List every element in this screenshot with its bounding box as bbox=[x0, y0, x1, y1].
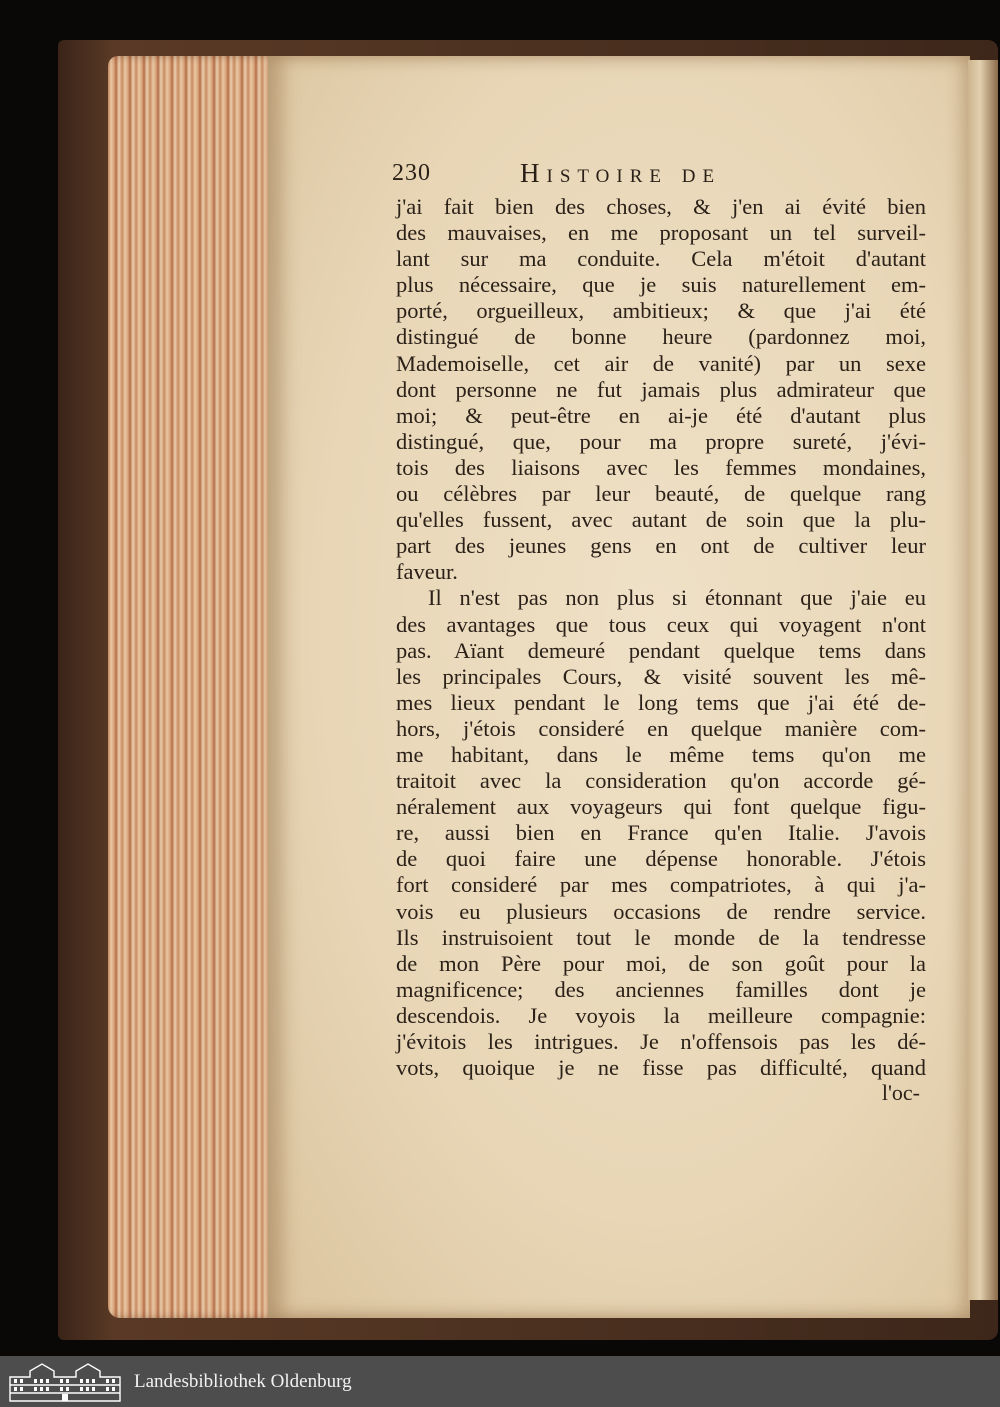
running-head-title: Histoire de bbox=[520, 158, 722, 188]
text-line: ou célèbres par leur beauté, de quelque rang bbox=[396, 481, 926, 507]
text-line: dont personne ne fut jamais plus admirateur que bbox=[396, 376, 926, 402]
text-line: de quoi faire une dépense honorable. J'étois bbox=[396, 846, 926, 872]
body-text bbox=[396, 194, 926, 1107]
footer-bar bbox=[0, 1356, 1000, 1407]
text-line: lant sur ma conduite. Cela m'étoit d'autant bbox=[396, 246, 926, 272]
facing-page-edge bbox=[968, 60, 998, 1300]
text-line: traitoit avec la consideration qu'on accorde gé- bbox=[396, 768, 926, 794]
text-line: des mauvaises, en me proposant un tel surveil- bbox=[396, 220, 926, 246]
text-line: magnificence; des anciennes familles dont je bbox=[396, 976, 926, 1002]
text-line: pas. Aïant demeuré pendant quelque tems dans bbox=[396, 637, 926, 663]
catchword-line bbox=[396, 1081, 926, 1107]
text-line: faveur. bbox=[396, 559, 458, 585]
text-line: tois des liaisons avec les femmes mondaines, bbox=[396, 454, 926, 480]
text-line: Ils instruisoient tout le monde de la tendresse bbox=[396, 924, 926, 950]
text-line: mes lieux pendant le long tems que j'ai été de- bbox=[396, 689, 926, 715]
page-number: 230 bbox=[392, 160, 431, 186]
paragraph-start-line: Il n'est pas non plus si étonnant que j'aie eu bbox=[428, 585, 926, 611]
text-line: distingué, que, pour ma propre sureté, j'évi- bbox=[396, 428, 926, 454]
text-line: descendois. Je voyois la meilleure compagnie: bbox=[396, 1002, 926, 1028]
text-line: néralement aux voyageurs qui font quelque figu- bbox=[396, 794, 926, 820]
text-line: porté, orgueilleux, ambitieux; & que j'ai été bbox=[396, 298, 926, 324]
page-edges bbox=[108, 56, 278, 1318]
text-line: j'évitois les intrigues. Je n'offensois pas les dé- bbox=[396, 1029, 926, 1054]
text-line: me habitant, dans le même tems qu'on me bbox=[396, 741, 926, 767]
text-line: des avantages que tous ceux qui voyagent n'ont bbox=[396, 611, 926, 637]
running-head bbox=[392, 158, 832, 188]
text-line: plus nécessaire, que je suis naturellement em- bbox=[396, 272, 926, 298]
text-line: part des jeunes gens en ont de cultiver leur bbox=[396, 533, 926, 559]
text-line: moi; & peut-être en ai-je été d'autant plus bbox=[396, 402, 926, 428]
text-line: re, aussi bien en France qu'en Italie. J'avois bbox=[396, 820, 926, 846]
text-line: qu'elles fussent, avec autant de soin que la plu- bbox=[396, 507, 926, 533]
text-line: Mademoiselle, cet air de vanité) par un sexe bbox=[396, 350, 926, 376]
text-line: vots, quoique je ne fisse pas difficulté, quand bbox=[396, 1055, 926, 1081]
library-building-icon bbox=[8, 1361, 122, 1402]
text-line: fort consideré par mes compatriotes, à qui j'a- bbox=[396, 872, 926, 898]
library-name: Landesbibliothek Oldenburg bbox=[134, 1371, 352, 1392]
text-line: vois eu plusieurs occasions de rendre service. bbox=[396, 898, 926, 924]
text-line: de mon Père pour moi, de son goût pour la bbox=[396, 950, 926, 976]
text-line: hors, j'étois consideré en quelque manière com- bbox=[396, 715, 926, 741]
catchword: l'oc- bbox=[881, 1080, 920, 1106]
text-line: distingué de bonne heure (pardonnez moi, bbox=[396, 324, 926, 350]
text-line: j'ai fait bien des choses, & j'en ai évité bien bbox=[396, 194, 926, 219]
text-line: les principales Cours, & visité souvent les mê- bbox=[396, 663, 926, 689]
